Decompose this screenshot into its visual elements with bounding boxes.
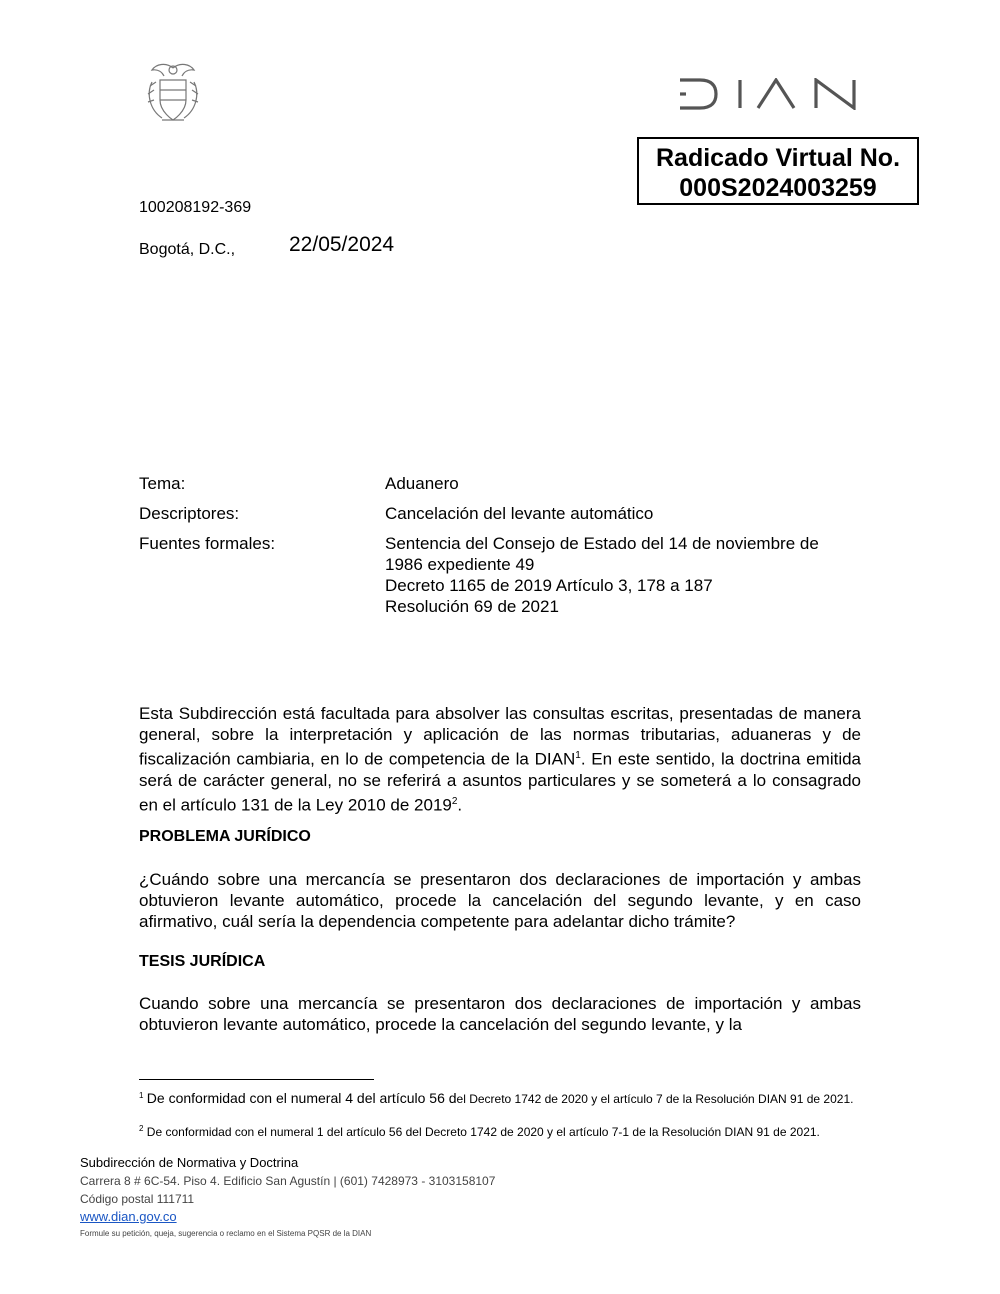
footer-address: Carrera 8 # 6C-54. Piso 4. Edificio San Agustín | (601) 7428973 - 3103158107 xyxy=(80,1174,496,1188)
footnote-ref-2: 2 xyxy=(451,795,458,807)
radicado-number: 000S2024003259 xyxy=(679,174,877,202)
intro-text: . xyxy=(457,795,463,815)
intro-text: . En este sentido, la doctrina emitida será de carácter general, no se referirá a asuntos particulares y se someterá a lo consagrado en el artículo 131 de la Ley 2010 de 2019 xyxy=(139,749,862,815)
footnote-number: 2 xyxy=(139,1124,144,1133)
footnote-number: 1 xyxy=(139,1091,144,1100)
problema-paragraph: ¿Cuándo sobre una mercancía se presentaron dos declaraciones de importación y ambas obtuvieron levante automático, procede la cancelación del segundo levante, y en caso afirmativo, cuál sería la dependencia competente para adelantar dicho trámite? xyxy=(139,870,861,931)
footer-postal: Código postal 111711 xyxy=(80,1192,195,1206)
intro-text: Esta Subdirección está facultada para absolver las consultas escritas, presentadas de manera general, sobre la interpretación y aplicación de las normas tributarias, aduaneras y de fiscalización cambiaria, en lo de competencia de la DIAN xyxy=(139,704,861,769)
footnote-ref-1: 1 xyxy=(575,750,581,761)
footnote-text: De conformidad con el numeral 4 del artículo 56 d xyxy=(146,1090,457,1106)
descriptores-label: Descriptores: xyxy=(139,504,240,523)
fuentes-line: Resolución 69 de 2021 xyxy=(385,597,559,616)
footer-office: Subdirección de Normativa y Doctrina xyxy=(80,1155,299,1170)
tesis-paragraph: Cuando sobre una mercancía se presentaron dos declaraciones de importación y ambas obtuvieron levante automático, procede la cancelación del segundo levante, y la xyxy=(139,994,861,1034)
tesis-heading: TESIS JURÍDICA xyxy=(139,953,266,970)
footnote-2 xyxy=(139,1122,861,1139)
footnote-text: De conformidad con el numeral 1 del artículo 56 del Decreto 1742 de 2020 y el artículo 7-1 de la Resolución DIAN 91 de 2021. xyxy=(146,1125,820,1139)
descriptores-value: Cancelación del levante automático xyxy=(385,504,654,523)
fuentes-line: Decreto 1165 de 2019 Artículo 3, 178 a 187 xyxy=(385,576,713,595)
fuentes-list xyxy=(385,533,865,617)
radicado-title: Radicado Virtual No. xyxy=(655,144,901,172)
fuentes-line: 1986 expediente 49 xyxy=(385,555,535,574)
intro-paragraph xyxy=(139,703,861,815)
radicado-box xyxy=(637,137,919,205)
footnote-1 xyxy=(139,1089,861,1106)
fuentes-line: Sentencia del Consejo de Estado del 14 de noviembre de xyxy=(385,534,819,553)
tema-value: Aduanero xyxy=(385,474,459,493)
dian-logo xyxy=(678,78,858,110)
document-date: 22/05/2024 xyxy=(289,233,395,256)
reference-number: 100208192-369 xyxy=(139,199,252,216)
tema-label: Tema: xyxy=(139,474,186,493)
city: Bogotá, D.C., xyxy=(139,241,236,258)
fuentes-label: Fuentes formales: xyxy=(139,534,276,553)
coat-of-arms-icon xyxy=(142,60,204,126)
problema-heading: PROBLEMA JURÍDICO xyxy=(139,828,311,845)
footnote-text: el Decreto 1742 de 2020 y el artículo 7 de la Resolución DIAN 91 de 2021. xyxy=(456,1092,854,1106)
footer-website-link[interactable]: www.dian.gov.co xyxy=(80,1209,177,1224)
footnote-divider xyxy=(139,1079,374,1080)
footer-pqsr: Formule su petición, queja, sugerencia o reclamo en el Sistema PQSR de la DIAN xyxy=(80,1229,372,1238)
